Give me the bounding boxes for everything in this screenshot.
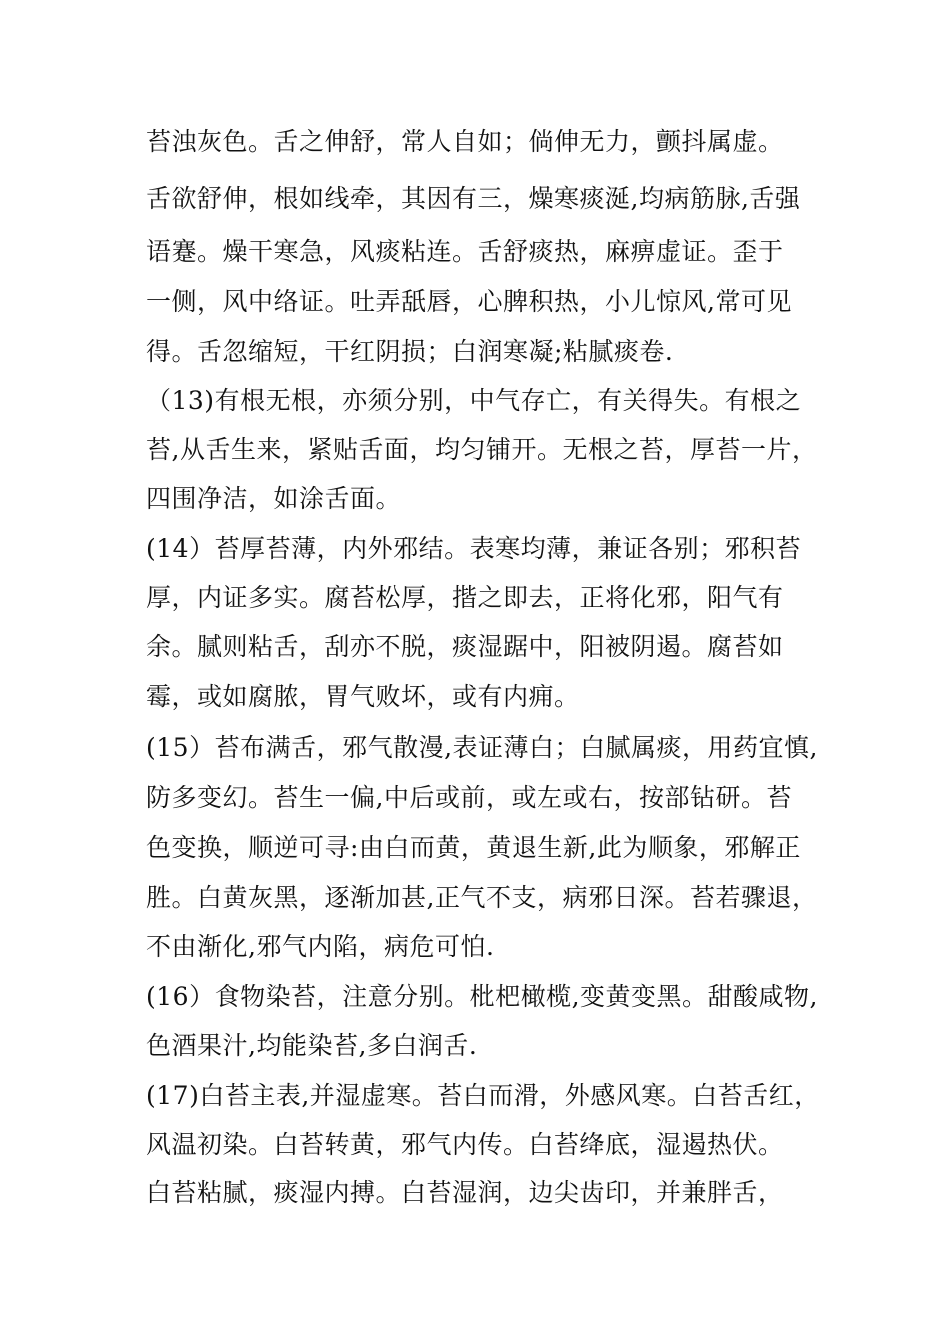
text-line: 不由渐化,邪气内陷，病危可怕. <box>146 932 495 961</box>
text-line: 语蹇。燥干寒急，风痰粘连。舌舒痰热，麻痹虚证。歪于 <box>146 237 784 266</box>
text-line: 一侧，风中络证。吐弄舐唇，心脾积热，小儿惊风,常可见 <box>146 287 792 316</box>
text-line: (17)白苔主表,并湿虚寒。苔白而滑，外感风寒。白苔舌红， <box>146 1081 820 1110</box>
text-line: 色变换，顺逆可寻:由白而黄，黄退生新,此为顺象，邪解正 <box>146 833 801 862</box>
text-line: 苔,从舌生来，紧贴舌面，均匀铺开。无根之苔，厚苔一片， <box>146 435 818 464</box>
text-line: 厚，内证多实。腐苔松厚，揩之即去，正将化邪，阳气有 <box>146 583 784 612</box>
text-line: 防多变幻。苔生一偏,中后或前，或左或右，按部钻研。苔 <box>146 783 792 812</box>
text-line: 霉，或如腐脓，胃气败坏，或有内痈。 <box>146 682 580 711</box>
text-line: （13)有根无根，亦须分别，中气存亡，有关得失。有根之 <box>146 386 802 415</box>
text-line: 舌欲舒伸，根如线牵，其因有三，燥寒痰涎,均病筋脉,舌强 <box>146 184 801 213</box>
text-line: 色酒果汁,均能染苔,多白润舌. <box>146 1031 478 1060</box>
text-line: 白苔粘腻，痰湿内搏。白苔湿润，边尖齿印，并兼胖舌， <box>146 1178 784 1207</box>
text-line: 苔浊灰色。舌之伸舒，常人自如；倘伸无力，颤抖属虚。 <box>146 127 784 156</box>
text-line: 得。舌忽缩短，干红阴损；白润寒凝;粘腻痰卷. <box>146 337 674 366</box>
text-line: 风温初染。白苔转黄，邪气内传。白苔绛底，湿遏热伏。 <box>146 1130 784 1159</box>
text-line: 余。腻则粘舌，刮亦不脱，痰湿踞中，阳被阴遏。腐苔如 <box>146 632 784 661</box>
text-line: (15）苔布满舌，邪气散漫,表证薄白；白腻属痰，用药宜慎, <box>146 733 818 762</box>
text-line: (16）食物染苔，注意分别。枇杷橄榄,变黄变黑。甜酸咸物, <box>146 982 818 1011</box>
text-line: (14）苔厚苔薄，内外邪结。表寒均薄，兼证各别；邪积苔 <box>146 534 802 563</box>
text-line: 四围净洁，如涂舌面。 <box>146 484 402 513</box>
text-line: 胜。白黄灰黑，逐渐加甚,正气不支，病邪日深。苔若骤退， <box>146 883 818 912</box>
